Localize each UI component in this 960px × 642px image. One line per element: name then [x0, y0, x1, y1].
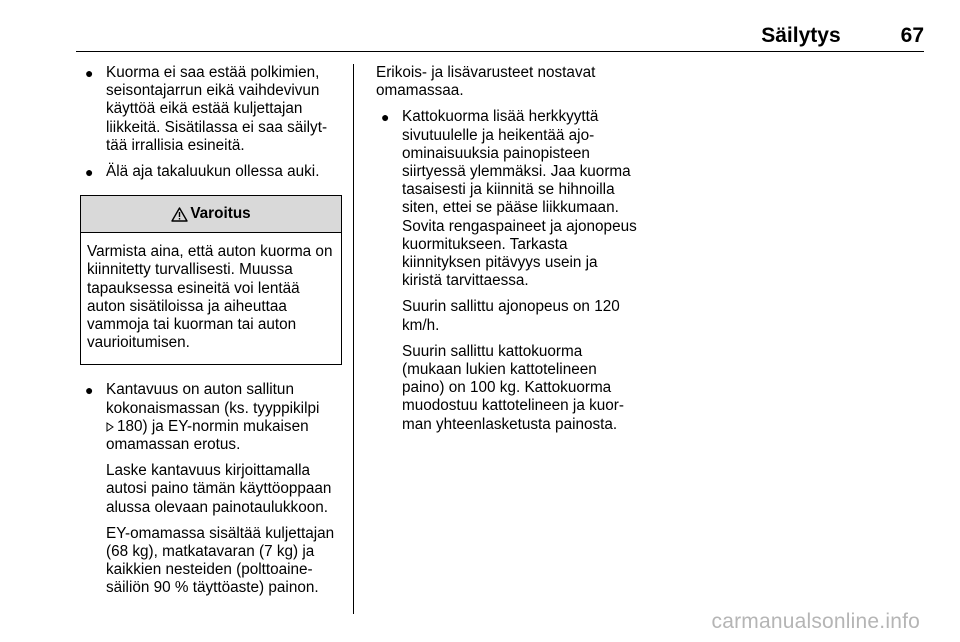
list-item	[80, 64, 342, 155]
bullet-text: Kantavuus on auton sallitun kokonaismassan (ks. tyyppikilpi	[106, 381, 320, 417]
warning-title: Varoitus	[190, 205, 251, 223]
list-item	[80, 163, 342, 181]
bullet-icon: ●	[85, 65, 94, 81]
bullet-icon: ●	[85, 164, 94, 181]
list-item	[376, 108, 638, 290]
list-item	[80, 381, 342, 454]
bullet-text: Kattokuorma lisää herkkyyttä sivutuulelle ja heikentää ajo-ominaisuuksia painopisteen siirtyessä ylemmäksi. Jaa kuorma tasaisesti ja kiinnitä se hihnoilla siten, ettei se pääse liikkumaan. Sovita rengaspaineet ja ajonopeus kuormitukseen. Tarkasta kiinnityksen pitävyys usein ja kiristä tarvittaessa.	[402, 108, 637, 290]
warning-body: Varmista aina, että auton kuorma on kiinnitetty turvallisesti. Muussa tapauksessa esineitä voi lentää auton sisätiloissa ja aiheuttaa vammoja tai kuorman tai auton vaurioitumisen.	[87, 243, 333, 352]
watermark: carmanualsonline.info	[711, 610, 920, 633]
page-number: 67	[900, 24, 924, 47]
warning-box	[80, 195, 342, 365]
paragraph: Laske kantavuus kirjoittamalla autosi paino tämän käyttöoppaan alussa olevaan painotaulukkoon.	[106, 462, 332, 516]
column-divider	[353, 64, 354, 614]
section-title: Säilytys	[761, 24, 841, 47]
paragraph: Erikois- ja lisävarusteet nostavat omamassaa.	[376, 64, 596, 100]
page-reference[interactable]: 180) ja EY-normin mukaisen omamassan erotus.	[106, 417, 309, 454]
paragraph: Suurin sallittu ajonopeus on 120 km/h.	[402, 298, 620, 334]
right-column	[376, 64, 638, 442]
bullet-text: Kuorma ei saa estää polkimien, seisontajarrun eikä vaihdevivun käyttöä eikä estää kuljettajan liikkeitä. Sisätilassa ei saa säilyttää irrallisia esineitä.	[106, 64, 328, 154]
page-header	[76, 24, 924, 48]
left-column	[80, 64, 342, 606]
bullet-text: Älä aja takaluukun ollessa auki.	[106, 163, 320, 181]
paragraph: Suurin sallittu kattokuorma (mukaan lukien kattotelineen paino) on 100 kg. Kattokuorma muodostuu kattotelineen ja kuorman yhteenlasketusta painosta.	[402, 342, 624, 433]
bullet-icon: ●	[85, 382, 94, 399]
bullet-icon: ●	[381, 109, 390, 126]
header-rule	[76, 51, 924, 52]
paragraph: EY-omamassa sisältää kuljettajan (68 kg), matkatavaran (7 kg) ja kaikkien nesteiden (polttoainesäiliön 90 % täyttöaste) painon.	[106, 524, 335, 597]
warning-triangle-icon	[171, 207, 188, 222]
reference-arrow-icon	[106, 422, 114, 432]
warning-header	[81, 196, 341, 233]
